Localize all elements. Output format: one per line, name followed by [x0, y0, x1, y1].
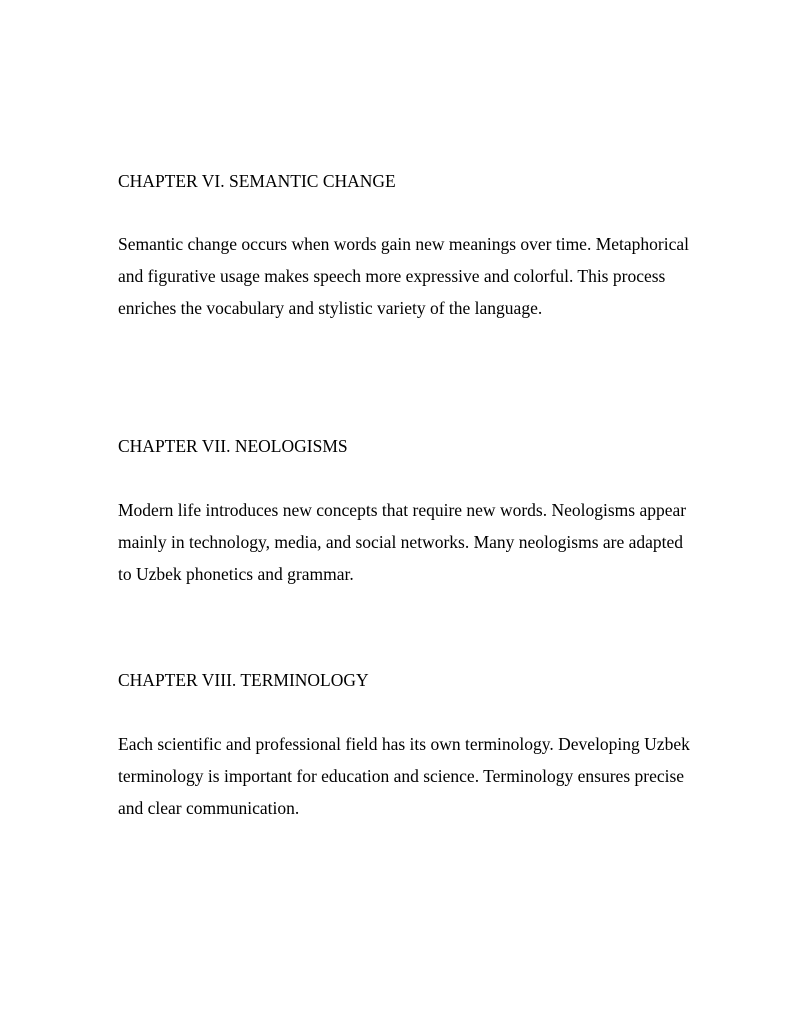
- chapter-heading-semantic-change: CHAPTER VI. SEMANTIC CHANGE: [118, 171, 396, 191]
- chapter-paragraph-terminology: Each scientific and professional field has its own terminology. Developing Uzbek terminology is important for education and science. Terminology ensures precise and clear communication.: [118, 734, 690, 818]
- chapter-paragraph-semantic-change: Semantic change occurs when words gain new meanings over time. Metaphorical and figurative usage makes speech more expressive and colorful. This process enriches the vocabulary and stylistic variety of the language.: [118, 234, 689, 318]
- chapter-paragraph-neologisms: Modern life introduces new concepts that require new words. Neologisms appear mainly in technology, media, and social networks. Many neologisms are adapted to Uzbek phonetics and grammar.: [118, 500, 687, 584]
- chapter-heading-terminology: CHAPTER VIII. TERMINOLOGY: [118, 670, 369, 690]
- chapter-heading-neologisms: CHAPTER VII. NEOLOGISMS: [118, 436, 348, 456]
